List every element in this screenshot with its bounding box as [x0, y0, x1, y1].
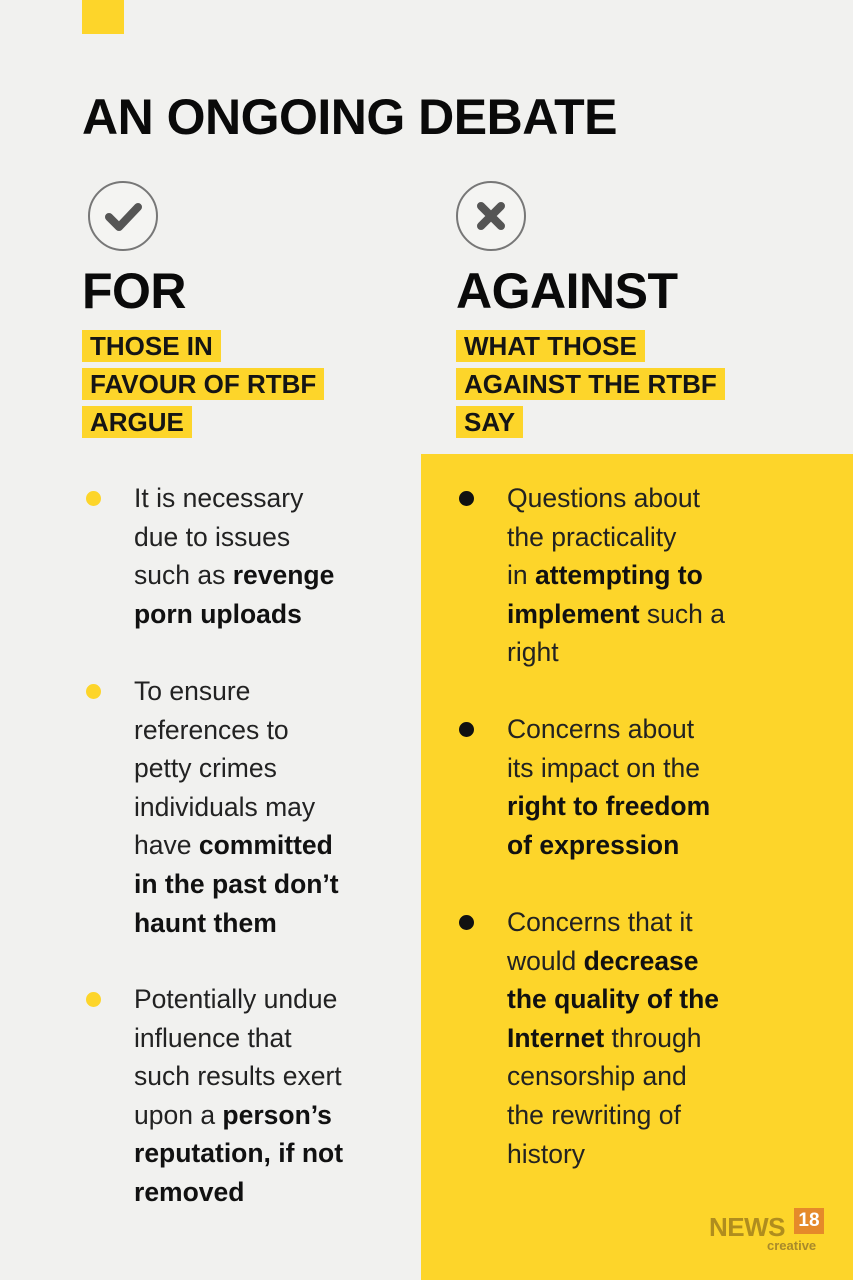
for-heading: FOR [82, 263, 187, 319]
logo-news-text: NEWS [709, 1212, 785, 1242]
against-bullet-3 [507, 903, 719, 1173]
bullet-text: Concerns that it [507, 907, 693, 937]
bullet-dot [86, 491, 101, 506]
bullet-text: have [134, 830, 199, 861]
page-title: AN ONGOING DEBATE [82, 89, 618, 145]
for-bullet-3 [134, 980, 343, 1212]
against-bullet-1 [507, 479, 725, 672]
bullet-text: in [507, 560, 535, 591]
bullet-dot [459, 491, 474, 506]
bullet-text-bold: decrease [583, 945, 699, 976]
for-subheading-line: THOSE IN [82, 330, 221, 362]
bullet-dot [459, 915, 474, 930]
check-icon [88, 181, 158, 251]
bullet-text: Concerns about [507, 714, 695, 744]
bullet-text-bold: right to freedom [507, 791, 711, 822]
bullet-text-bold: revenge [232, 560, 335, 591]
bullet-text-bold: of expression [507, 829, 680, 860]
bullet-text: references to [134, 714, 289, 745]
for-bullet-2 [134, 672, 339, 942]
against-bullet-2 [507, 710, 710, 864]
bullet-text: the rewriting of [507, 1099, 681, 1130]
bullet-text: individuals may [134, 791, 316, 822]
bullet-dot [86, 684, 101, 699]
bullet-text: such as [134, 560, 233, 591]
for-subheading-line: FAVOUR OF RTBF [82, 368, 324, 400]
bullet-text-bold: porn uploads [134, 598, 302, 629]
bullet-text-bold: reputation, if not [134, 1138, 344, 1169]
bullet-text-bold: the quality of the [507, 984, 719, 1015]
bullet-text-bold: committed [198, 830, 333, 861]
for-subheading [82, 327, 412, 441]
bullet-text-bold: implement [507, 598, 640, 629]
logo-tagline: creative [767, 1238, 817, 1253]
bullet-text: such results exert [134, 1061, 342, 1092]
bullet-text: the practicality [507, 521, 677, 552]
bullet-text: influence that [134, 1022, 292, 1053]
for-subheading-line: ARGUE [82, 406, 192, 438]
bullet-dot [459, 722, 474, 737]
against-subheading-line: SAY [456, 406, 523, 438]
against-heading: AGAINST [456, 263, 678, 319]
bullet-text-bold: Internet [507, 1022, 605, 1053]
bullet-text: right [507, 637, 559, 668]
bullet-dot [86, 992, 101, 1007]
bullet-text-bold: haunt them [134, 907, 277, 938]
bullet-text: Questions about [507, 483, 700, 513]
close-icon [456, 181, 526, 251]
bullet-text: It is necessary [134, 483, 304, 513]
bullet-text-bold: person’s [222, 1099, 332, 1130]
against-subheading-line: AGAINST THE RTBF [456, 368, 725, 400]
for-bullet-1 [134, 479, 334, 633]
bullet-text: history [507, 1138, 586, 1169]
bullet-text-bold: in the past don’t [134, 868, 339, 899]
bullet-text: its impact on the [507, 752, 700, 783]
bullet-text: censorship and [507, 1061, 687, 1092]
against-subheading-line: WHAT THOSE [456, 330, 645, 362]
bullet-text: such a [639, 598, 725, 629]
bullet-text: Potentially undue [134, 984, 338, 1014]
against-subheading [456, 327, 786, 441]
bullet-text: To ensure [134, 676, 251, 706]
bullet-text: petty crimes [134, 753, 277, 784]
bullet-text-bold: attempting to [535, 560, 703, 591]
bullet-text: upon a [134, 1099, 223, 1130]
news18-creative-logo [709, 1208, 825, 1256]
logo-18-badge: 18 [794, 1208, 824, 1234]
bullet-text: would [507, 945, 584, 976]
corner-accent-square [82, 0, 124, 34]
bullet-text-bold: removed [134, 1176, 245, 1207]
bullet-text: through [604, 1022, 702, 1053]
bullet-text: due to issues [134, 521, 291, 552]
